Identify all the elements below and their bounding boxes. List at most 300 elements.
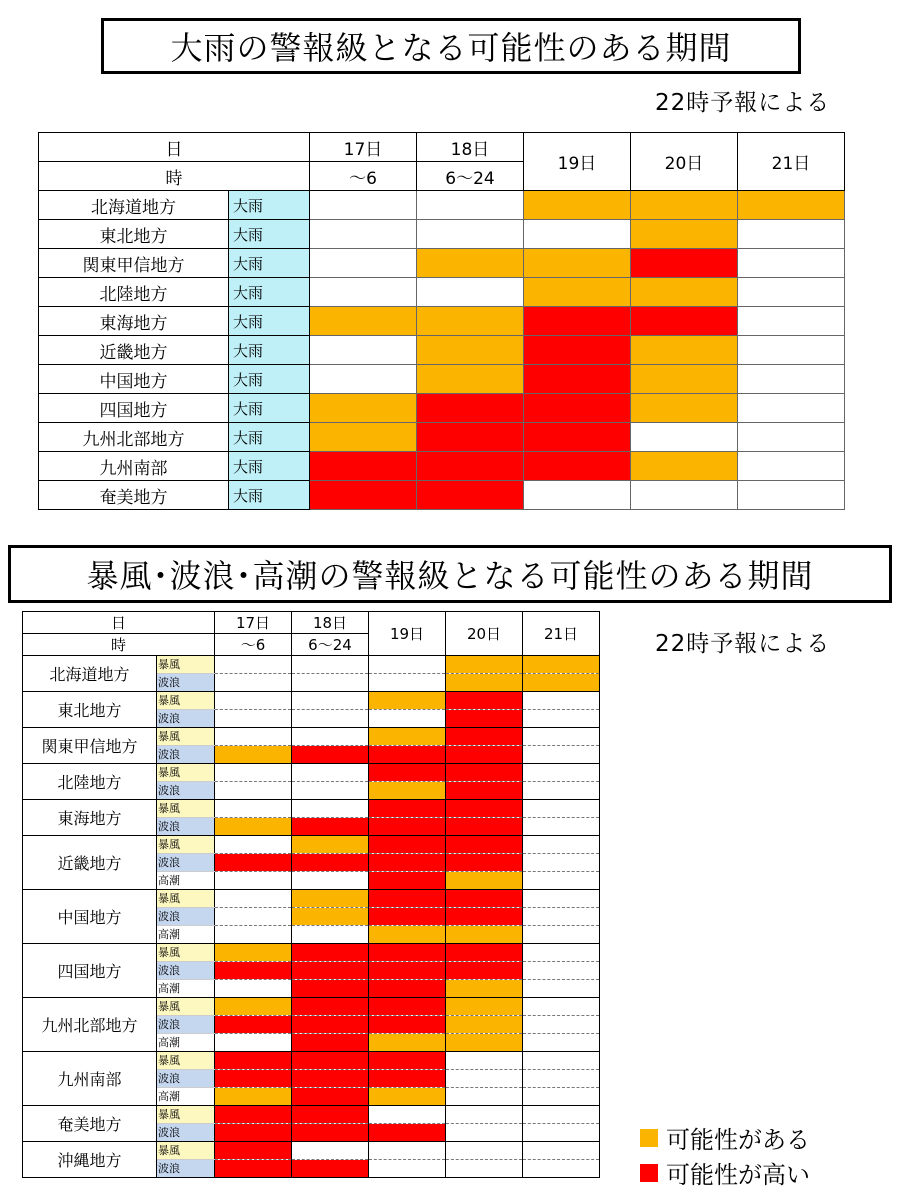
rain-region-label: 北海道地方 xyxy=(39,191,229,220)
storm-element-label: 高潮 xyxy=(157,872,215,890)
storm-period-cell xyxy=(215,962,292,980)
storm-period-cell xyxy=(523,1016,600,1034)
storm-period-cell xyxy=(523,998,600,1016)
storm-row xyxy=(23,1106,600,1124)
storm-period-cell xyxy=(292,944,369,962)
storm-period-cell xyxy=(446,782,523,800)
storm-period-cell xyxy=(523,1052,600,1070)
storm-period-cell xyxy=(215,944,292,962)
storm-period-cell xyxy=(215,1070,292,1088)
rain-region-label: 北陸地方 xyxy=(39,278,229,307)
rain-period-cell xyxy=(524,191,631,220)
storm-header-d17: 17日 xyxy=(215,612,292,634)
storm-region-label: 東北地方 xyxy=(23,692,157,728)
storm-row xyxy=(23,656,600,674)
rain-period-cell xyxy=(524,307,631,336)
storm-period-cell xyxy=(523,746,600,764)
rain-period-cell xyxy=(417,394,524,423)
storm-region-label: 中国地方 xyxy=(23,890,157,944)
storm-period-cell xyxy=(215,782,292,800)
storm-element-label: 波浪 xyxy=(157,854,215,872)
rain-element-label: 大雨 xyxy=(229,249,310,278)
storm-period-cell xyxy=(446,728,523,746)
storm-element-label: 暴風 xyxy=(157,692,215,710)
storm-period-cell xyxy=(446,890,523,908)
rain-region-label: 九州南部 xyxy=(39,452,229,481)
storm-period-cell xyxy=(369,692,446,710)
rain-row xyxy=(39,394,845,423)
storm-period-cell xyxy=(292,1142,369,1160)
storm-row xyxy=(23,944,600,962)
storm-period-cell xyxy=(292,764,369,782)
storm-period-cell xyxy=(215,656,292,674)
rain-element-label: 大雨 xyxy=(229,423,310,452)
storm-period-cell xyxy=(292,728,369,746)
storm-period-cell xyxy=(292,1016,369,1034)
rain-period-cell xyxy=(631,481,738,510)
storm-period-cell xyxy=(446,872,523,890)
storm-period-cell xyxy=(292,746,369,764)
rain-region-label: 東海地方 xyxy=(39,307,229,336)
rain-header-d18: 18日 xyxy=(417,133,524,162)
storm-element-label: 暴風 xyxy=(157,728,215,746)
storm-period-cell xyxy=(369,1124,446,1142)
storm-period-cell xyxy=(523,692,600,710)
rain-period-cell xyxy=(310,191,417,220)
rain-issued-note: 22時予報による xyxy=(655,90,831,116)
storm-period-cell xyxy=(523,836,600,854)
storm-element-label: 波浪 xyxy=(157,1160,215,1178)
storm-row xyxy=(23,836,600,854)
storm-period-cell xyxy=(446,800,523,818)
storm-element-label: 波浪 xyxy=(157,674,215,692)
storm-element-label: 波浪 xyxy=(157,1124,215,1142)
rain-element-label: 大雨 xyxy=(229,481,310,510)
storm-period-cell xyxy=(369,1088,446,1106)
rain-period-cell xyxy=(524,481,631,510)
storm-element-label: 波浪 xyxy=(157,818,215,836)
storm-row xyxy=(23,998,600,1016)
storm-period-cell xyxy=(292,854,369,872)
storm-period-cell xyxy=(215,908,292,926)
rain-period-cell xyxy=(417,278,524,307)
storm-period-cell xyxy=(523,1160,600,1178)
storm-period-cell xyxy=(446,1016,523,1034)
storm-element-label: 高潮 xyxy=(157,926,215,944)
storm-period-cell xyxy=(446,1034,523,1052)
storm-element-label: 暴風 xyxy=(157,800,215,818)
storm-period-cell xyxy=(446,1160,523,1178)
rain-period-cell xyxy=(631,394,738,423)
legend-high xyxy=(640,1155,810,1190)
storm-period-cell xyxy=(292,872,369,890)
storm-period-cell xyxy=(215,818,292,836)
storm-header-day-label: 日 xyxy=(23,612,215,634)
storm-period-cell xyxy=(446,908,523,926)
storm-period-cell xyxy=(523,1142,600,1160)
storm-row xyxy=(23,692,600,710)
rain-header-time-label: 時 xyxy=(39,162,310,191)
storm-period-cell xyxy=(446,1052,523,1070)
storm-period-cell xyxy=(292,1070,369,1088)
storm-period-cell xyxy=(215,998,292,1016)
rain-region-label: 関東甲信地方 xyxy=(39,249,229,278)
rain-row xyxy=(39,452,845,481)
rain-period-cell xyxy=(417,191,524,220)
rain-element-label: 大雨 xyxy=(229,307,310,336)
rain-element-label: 大雨 xyxy=(229,278,310,307)
rain-row xyxy=(39,278,845,307)
storm-header-t1: ～6 xyxy=(215,634,292,656)
rain-row xyxy=(39,365,845,394)
rain-period-cell xyxy=(524,423,631,452)
rain-period-cell xyxy=(310,481,417,510)
storm-period-cell xyxy=(523,764,600,782)
storm-region-label: 四国地方 xyxy=(23,944,157,998)
storm-period-cell xyxy=(215,980,292,998)
storm-period-cell xyxy=(215,728,292,746)
storm-period-cell xyxy=(369,1052,446,1070)
storm-element-label: 暴風 xyxy=(157,764,215,782)
rain-period-cell xyxy=(738,191,845,220)
storm-period-cell xyxy=(369,728,446,746)
storm-period-cell xyxy=(523,872,600,890)
storm-region-label: 奄美地方 xyxy=(23,1106,157,1142)
rain-period-cell xyxy=(738,249,845,278)
rain-period-cell xyxy=(417,452,524,481)
rain-period-cell xyxy=(631,365,738,394)
storm-period-cell xyxy=(523,728,600,746)
rain-element-label: 大雨 xyxy=(229,220,310,249)
storm-period-cell xyxy=(523,656,600,674)
storm-element-label: 波浪 xyxy=(157,1070,215,1088)
storm-period-cell xyxy=(369,1070,446,1088)
storm-element-label: 高潮 xyxy=(157,980,215,998)
storm-period-cell xyxy=(215,692,292,710)
storm-period-cell xyxy=(215,854,292,872)
storm-period-cell xyxy=(369,674,446,692)
rain-title xyxy=(101,18,801,74)
storm-period-cell xyxy=(446,746,523,764)
storm-header-d18: 18日 xyxy=(292,612,369,634)
storm-period-cell xyxy=(369,890,446,908)
storm-title xyxy=(8,545,892,603)
storm-period-cell xyxy=(369,980,446,998)
storm-period-cell xyxy=(369,1016,446,1034)
storm-period-cell xyxy=(292,998,369,1016)
rain-header-d21: 21日 xyxy=(738,133,845,191)
storm-element-label: 波浪 xyxy=(157,1016,215,1034)
storm-period-cell xyxy=(369,944,446,962)
rain-period-cell xyxy=(738,365,845,394)
storm-period-cell xyxy=(292,1034,369,1052)
rain-table xyxy=(38,132,845,510)
storm-period-cell xyxy=(446,692,523,710)
storm-period-cell xyxy=(446,1088,523,1106)
storm-region-label: 関東甲信地方 xyxy=(23,728,157,764)
storm-period-cell xyxy=(446,674,523,692)
storm-element-label: 高潮 xyxy=(157,1034,215,1052)
storm-period-cell xyxy=(369,764,446,782)
storm-period-cell xyxy=(523,1088,600,1106)
storm-element-label: 暴風 xyxy=(157,890,215,908)
storm-period-cell xyxy=(523,818,600,836)
storm-period-cell xyxy=(523,1124,600,1142)
rain-region-label: 東北地方 xyxy=(39,220,229,249)
rain-title-text: 大雨の警報級となる可能性のある期間 xyxy=(170,29,732,67)
storm-period-cell xyxy=(292,908,369,926)
storm-element-label: 暴風 xyxy=(157,1052,215,1070)
rain-period-cell xyxy=(631,423,738,452)
rain-period-cell xyxy=(738,336,845,365)
storm-element-label: 暴風 xyxy=(157,944,215,962)
storm-element-label: 高潮 xyxy=(157,1088,215,1106)
storm-period-cell xyxy=(215,764,292,782)
storm-period-cell xyxy=(215,1016,292,1034)
rain-period-cell xyxy=(631,220,738,249)
storm-period-cell xyxy=(369,926,446,944)
rain-period-cell xyxy=(310,307,417,336)
storm-period-cell xyxy=(369,818,446,836)
storm-period-cell xyxy=(523,1070,600,1088)
rain-element-label: 大雨 xyxy=(229,394,310,423)
storm-period-cell xyxy=(523,944,600,962)
rain-region-label: 奄美地方 xyxy=(39,481,229,510)
rain-period-cell xyxy=(738,423,845,452)
storm-period-cell xyxy=(369,746,446,764)
storm-period-cell xyxy=(523,908,600,926)
rain-period-cell xyxy=(417,307,524,336)
storm-header-d20: 20日 xyxy=(446,612,523,656)
rain-header-d17: 17日 xyxy=(310,133,417,162)
rain-row xyxy=(39,220,845,249)
rain-period-cell xyxy=(631,452,738,481)
storm-period-cell xyxy=(215,872,292,890)
storm-period-cell xyxy=(369,998,446,1016)
storm-period-cell xyxy=(215,800,292,818)
rain-period-cell xyxy=(524,394,631,423)
rain-period-cell xyxy=(310,220,417,249)
storm-period-cell xyxy=(215,710,292,728)
rain-period-cell xyxy=(738,220,845,249)
storm-period-cell xyxy=(215,1052,292,1070)
storm-period-cell xyxy=(446,764,523,782)
rain-region-label: 中国地方 xyxy=(39,365,229,394)
storm-period-cell xyxy=(292,1088,369,1106)
legend-high-swatch xyxy=(640,1164,658,1182)
storm-period-cell xyxy=(369,710,446,728)
storm-element-label: 暴風 xyxy=(157,656,215,674)
storm-header-d19: 19日 xyxy=(369,612,446,656)
storm-period-cell xyxy=(446,1124,523,1142)
storm-period-cell xyxy=(292,1160,369,1178)
storm-period-cell xyxy=(215,1124,292,1142)
storm-period-cell xyxy=(215,1034,292,1052)
storm-period-cell xyxy=(369,908,446,926)
rain-row xyxy=(39,249,845,278)
rain-header-t2: 6～24 xyxy=(417,162,524,191)
storm-period-cell xyxy=(523,890,600,908)
rain-region-label: 近畿地方 xyxy=(39,336,229,365)
storm-period-cell xyxy=(215,1106,292,1124)
storm-period-cell xyxy=(215,746,292,764)
storm-period-cell xyxy=(523,1034,600,1052)
storm-element-label: 暴風 xyxy=(157,998,215,1016)
storm-period-cell xyxy=(523,1106,600,1124)
storm-period-cell xyxy=(446,980,523,998)
rain-period-cell xyxy=(310,394,417,423)
storm-period-cell xyxy=(369,800,446,818)
storm-period-cell xyxy=(446,836,523,854)
rain-period-cell xyxy=(738,394,845,423)
rain-row xyxy=(39,191,845,220)
rain-period-cell xyxy=(310,452,417,481)
storm-period-cell xyxy=(215,1142,292,1160)
rain-period-cell xyxy=(524,452,631,481)
storm-period-cell xyxy=(292,782,369,800)
storm-period-cell xyxy=(523,710,600,728)
rain-period-cell xyxy=(310,336,417,365)
storm-header-d21: 21日 xyxy=(523,612,600,656)
rain-period-cell xyxy=(417,249,524,278)
rain-period-cell xyxy=(738,452,845,481)
storm-row xyxy=(23,1052,600,1070)
rain-period-cell xyxy=(524,249,631,278)
storm-element-label: 暴風 xyxy=(157,1106,215,1124)
storm-issued-note: 22時予報による xyxy=(655,631,831,657)
rain-period-cell xyxy=(631,336,738,365)
storm-period-cell xyxy=(292,1052,369,1070)
storm-period-cell xyxy=(369,854,446,872)
storm-title-text: 暴風･波浪･高潮の警報級となる可能性のある期間 xyxy=(86,557,814,595)
storm-period-cell xyxy=(523,980,600,998)
storm-period-cell xyxy=(369,1034,446,1052)
storm-period-cell xyxy=(523,782,600,800)
storm-period-cell xyxy=(292,800,369,818)
rain-header-t1: ～6 xyxy=(310,162,417,191)
storm-period-cell xyxy=(446,926,523,944)
storm-period-cell xyxy=(446,818,523,836)
storm-period-cell xyxy=(369,962,446,980)
rain-period-cell xyxy=(524,365,631,394)
storm-row xyxy=(23,728,600,746)
storm-region-label: 九州南部 xyxy=(23,1052,157,1106)
rain-row xyxy=(39,481,845,510)
rain-period-cell xyxy=(524,336,631,365)
storm-period-cell xyxy=(369,1160,446,1178)
rain-element-label: 大雨 xyxy=(229,452,310,481)
rain-period-cell xyxy=(417,365,524,394)
rain-period-cell xyxy=(417,220,524,249)
storm-period-cell xyxy=(292,890,369,908)
storm-period-cell xyxy=(215,836,292,854)
rain-period-cell xyxy=(310,249,417,278)
storm-element-label: 暴風 xyxy=(157,836,215,854)
storm-row xyxy=(23,800,600,818)
storm-region-label: 北陸地方 xyxy=(23,764,157,800)
storm-element-label: 波浪 xyxy=(157,746,215,764)
rain-period-cell xyxy=(524,278,631,307)
rain-period-cell xyxy=(631,249,738,278)
rain-period-cell xyxy=(631,278,738,307)
storm-period-cell xyxy=(215,890,292,908)
rain-row xyxy=(39,336,845,365)
storm-period-cell xyxy=(446,962,523,980)
storm-period-cell xyxy=(292,674,369,692)
rain-period-cell xyxy=(417,423,524,452)
rain-period-cell xyxy=(738,278,845,307)
rain-period-cell xyxy=(310,365,417,394)
storm-period-cell xyxy=(369,782,446,800)
storm-period-cell xyxy=(369,872,446,890)
storm-element-label: 波浪 xyxy=(157,962,215,980)
rain-element-label: 大雨 xyxy=(229,336,310,365)
storm-period-cell xyxy=(446,1106,523,1124)
storm-period-cell xyxy=(292,1124,369,1142)
rain-period-cell xyxy=(417,336,524,365)
rain-region-label: 九州北部地方 xyxy=(39,423,229,452)
storm-region-label: 沖縄地方 xyxy=(23,1142,157,1178)
storm-period-cell xyxy=(292,710,369,728)
storm-period-cell xyxy=(215,674,292,692)
storm-period-cell xyxy=(292,836,369,854)
storm-period-cell xyxy=(292,818,369,836)
rain-period-cell xyxy=(310,423,417,452)
storm-period-cell xyxy=(292,926,369,944)
storm-header-t2: 6～24 xyxy=(292,634,369,656)
storm-period-cell xyxy=(369,1106,446,1124)
storm-period-cell xyxy=(446,998,523,1016)
storm-period-cell xyxy=(446,1070,523,1088)
storm-period-cell xyxy=(292,656,369,674)
storm-element-label: 暴風 xyxy=(157,1142,215,1160)
legend-high-label: 可能性が高い xyxy=(666,1161,810,1189)
storm-period-cell xyxy=(446,854,523,872)
rain-row xyxy=(39,423,845,452)
rain-period-cell xyxy=(524,220,631,249)
legend-possible-swatch xyxy=(640,1129,658,1147)
rain-element-label: 大雨 xyxy=(229,191,310,220)
storm-row xyxy=(23,764,600,782)
rain-region-label: 四国地方 xyxy=(39,394,229,423)
storm-period-cell xyxy=(523,800,600,818)
storm-region-label: 近畿地方 xyxy=(23,836,157,890)
storm-region-label: 東海地方 xyxy=(23,800,157,836)
rain-period-cell xyxy=(631,307,738,336)
storm-row xyxy=(23,1142,600,1160)
storm-period-cell xyxy=(446,1142,523,1160)
legend-possible xyxy=(640,1120,810,1155)
rain-period-cell xyxy=(738,307,845,336)
rain-period-cell xyxy=(310,278,417,307)
storm-period-cell xyxy=(292,980,369,998)
rain-row xyxy=(39,307,845,336)
storm-row xyxy=(23,890,600,908)
storm-period-cell xyxy=(523,962,600,980)
storm-period-cell xyxy=(292,1106,369,1124)
storm-period-cell xyxy=(369,656,446,674)
storm-period-cell xyxy=(523,854,600,872)
rain-header-d19: 19日 xyxy=(524,133,631,191)
storm-period-cell xyxy=(215,1160,292,1178)
storm-period-cell xyxy=(292,962,369,980)
storm-region-label: 北海道地方 xyxy=(23,656,157,692)
storm-period-cell xyxy=(215,926,292,944)
storm-element-label: 波浪 xyxy=(157,710,215,728)
storm-period-cell xyxy=(446,710,523,728)
storm-period-cell xyxy=(446,944,523,962)
storm-period-cell xyxy=(446,656,523,674)
